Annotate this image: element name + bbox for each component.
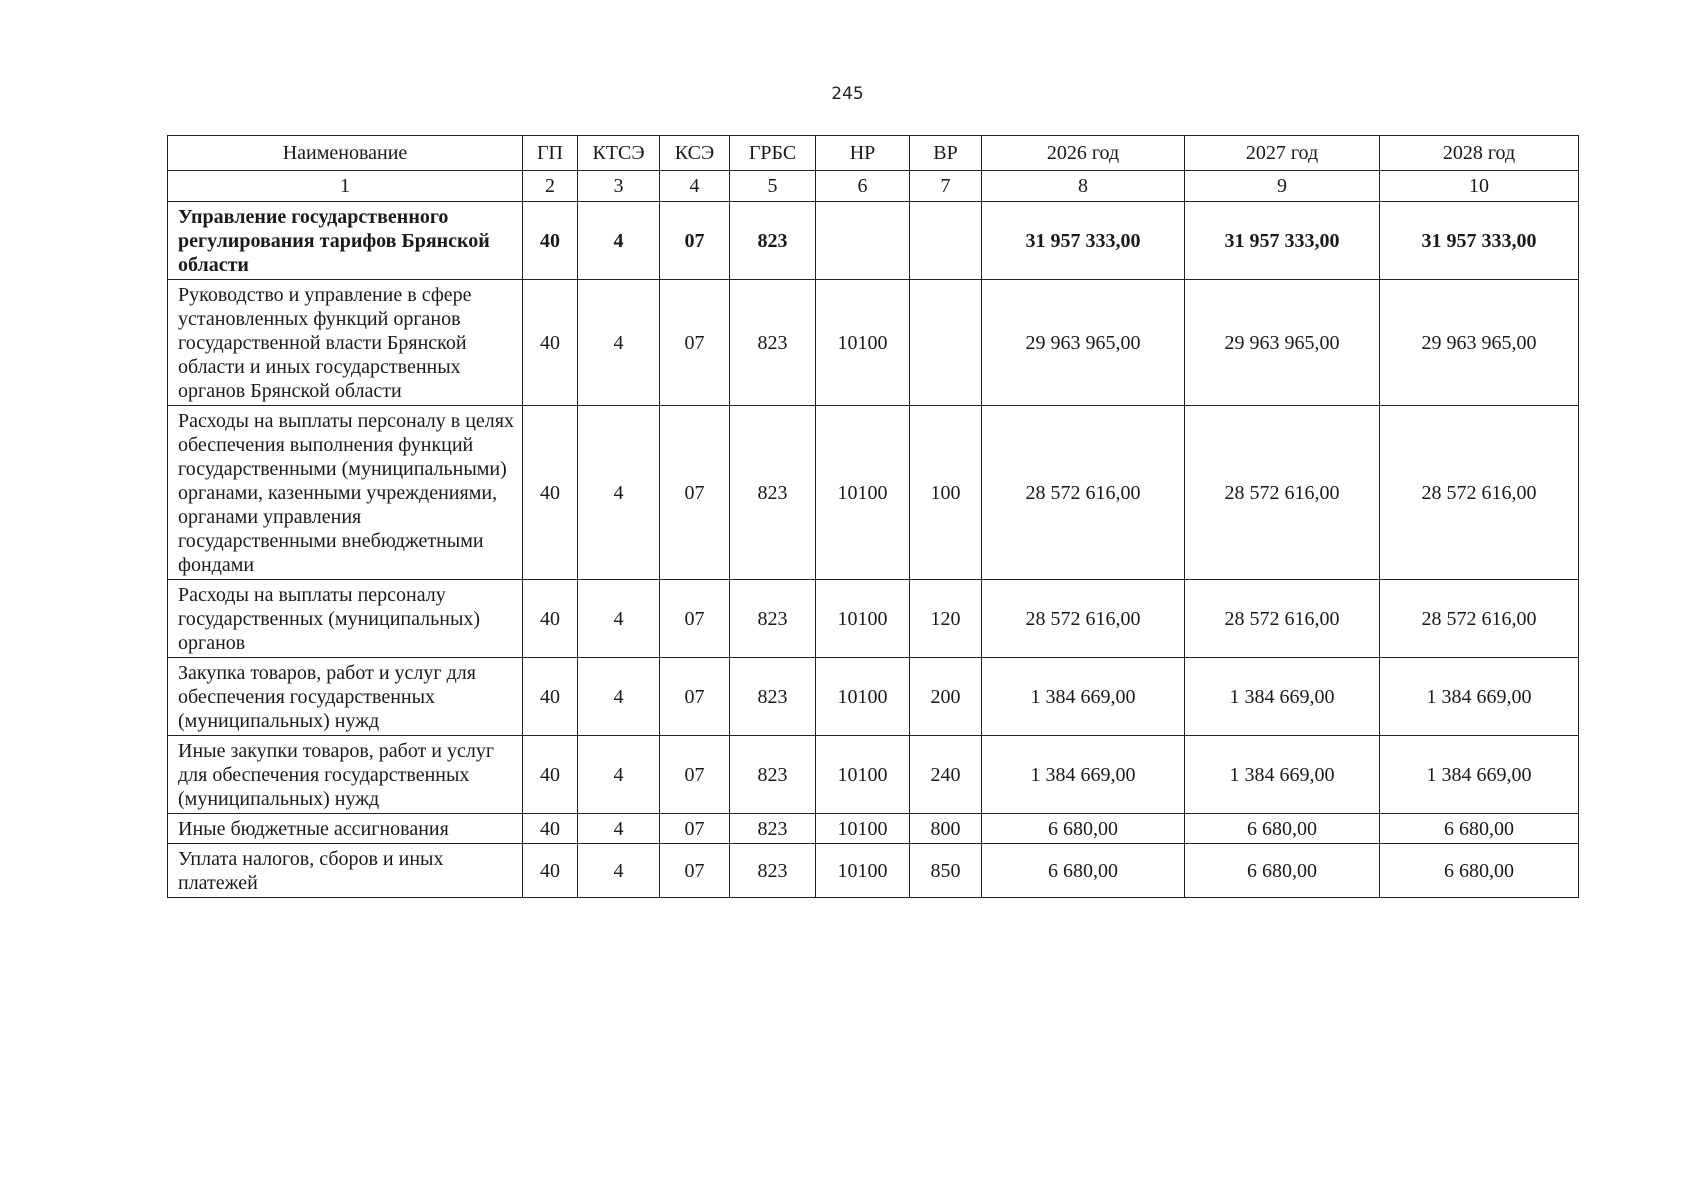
- column-number-row: [168, 171, 1579, 202]
- ktse-cell: 4: [578, 814, 660, 844]
- amount-2028-cell: 28 572 616,00: [1380, 406, 1579, 580]
- amount-2027-cell: 1 384 669,00: [1185, 736, 1380, 814]
- column-number-cell: 1: [168, 171, 523, 202]
- vr-cell: 200: [910, 658, 982, 736]
- vr-cell: [910, 280, 982, 406]
- column-number-cell: 10: [1380, 171, 1579, 202]
- vr-cell: 120: [910, 580, 982, 658]
- amount-2028-cell: 31 957 333,00: [1380, 202, 1579, 280]
- name-cell: Иные закупки товаров, работ и услуг для обеспечения государственных (муниципальных) нужд: [168, 736, 523, 814]
- nr-cell: 10100: [816, 658, 910, 736]
- amount-2028-cell: 6 680,00: [1380, 844, 1579, 898]
- amount-2028-cell: 1 384 669,00: [1380, 658, 1579, 736]
- nr-cell: 10100: [816, 280, 910, 406]
- name-cell: Руководство и управление в сфере установленных функций органов государственной власти Брянской области и иных государственных органов Брянской области: [168, 280, 523, 406]
- ktse-cell: 4: [578, 844, 660, 898]
- header-cell: Наименование: [168, 136, 523, 171]
- amount-2026-cell: 28 572 616,00: [982, 580, 1185, 658]
- column-number-cell: 2: [523, 171, 578, 202]
- amount-2028-cell: 1 384 669,00: [1380, 736, 1579, 814]
- vr-cell: 850: [910, 844, 982, 898]
- page-number: 245: [831, 84, 864, 104]
- amount-2027-cell: 28 572 616,00: [1185, 406, 1380, 580]
- header-cell: 2027 год: [1185, 136, 1380, 171]
- budget-table: [167, 135, 1579, 898]
- name-cell: Расходы на выплаты персоналу в целях обеспечения выполнения функций государственными (муниципальными) органами, казенными учреждениями, органами управления государственными внебюджетными фондами: [168, 406, 523, 580]
- kse-cell: 07: [660, 580, 730, 658]
- amount-2027-cell: 29 963 965,00: [1185, 280, 1380, 406]
- table-row: [168, 280, 1579, 406]
- grbs-cell: 823: [730, 406, 816, 580]
- table-row: [168, 406, 1579, 580]
- amount-2028-cell: 29 963 965,00: [1380, 280, 1579, 406]
- ktse-cell: 4: [578, 406, 660, 580]
- header-cell: КСЭ: [660, 136, 730, 171]
- header-cell: 2028 год: [1380, 136, 1579, 171]
- table-row: [168, 202, 1579, 280]
- grbs-cell: 823: [730, 814, 816, 844]
- ktse-cell: 4: [578, 202, 660, 280]
- gp-cell: 40: [523, 406, 578, 580]
- header-row: [168, 136, 1579, 171]
- column-number-cell: 6: [816, 171, 910, 202]
- kse-cell: 07: [660, 406, 730, 580]
- amount-2027-cell: 31 957 333,00: [1185, 202, 1380, 280]
- amount-2026-cell: 28 572 616,00: [982, 406, 1185, 580]
- name-cell: Расходы на выплаты персоналу государственных (муниципальных) органов: [168, 580, 523, 658]
- kse-cell: 07: [660, 844, 730, 898]
- amount-2027-cell: 6 680,00: [1185, 814, 1380, 844]
- table-row: [168, 658, 1579, 736]
- grbs-cell: 823: [730, 736, 816, 814]
- gp-cell: 40: [523, 202, 578, 280]
- column-number-cell: 8: [982, 171, 1185, 202]
- grbs-cell: 823: [730, 202, 816, 280]
- name-cell: Закупка товаров, работ и услуг для обеспечения государственных (муниципальных) нужд: [168, 658, 523, 736]
- name-cell: Уплата налогов, сборов и иных платежей: [168, 844, 523, 898]
- nr-cell: 10100: [816, 580, 910, 658]
- amount-2027-cell: 6 680,00: [1185, 844, 1380, 898]
- gp-cell: 40: [523, 280, 578, 406]
- ktse-cell: 4: [578, 580, 660, 658]
- header-cell: НР: [816, 136, 910, 171]
- column-number-cell: 9: [1185, 171, 1380, 202]
- amount-2028-cell: 6 680,00: [1380, 814, 1579, 844]
- nr-cell: [816, 202, 910, 280]
- table-row: [168, 814, 1579, 844]
- gp-cell: 40: [523, 844, 578, 898]
- nr-cell: 10100: [816, 406, 910, 580]
- column-number-cell: 3: [578, 171, 660, 202]
- gp-cell: 40: [523, 736, 578, 814]
- amount-2028-cell: 28 572 616,00: [1380, 580, 1579, 658]
- nr-cell: 10100: [816, 736, 910, 814]
- vr-cell: 800: [910, 814, 982, 844]
- column-number-cell: 4: [660, 171, 730, 202]
- gp-cell: 40: [523, 580, 578, 658]
- gp-cell: 40: [523, 814, 578, 844]
- nr-cell: 10100: [816, 814, 910, 844]
- grbs-cell: 823: [730, 658, 816, 736]
- ktse-cell: 4: [578, 280, 660, 406]
- nr-cell: 10100: [816, 844, 910, 898]
- kse-cell: 07: [660, 202, 730, 280]
- name-cell: Иные бюджетные ассигнования: [168, 814, 523, 844]
- amount-2027-cell: 1 384 669,00: [1185, 658, 1380, 736]
- column-number-cell: 7: [910, 171, 982, 202]
- kse-cell: 07: [660, 280, 730, 406]
- vr-cell: 100: [910, 406, 982, 580]
- header-cell: КТСЭ: [578, 136, 660, 171]
- kse-cell: 07: [660, 658, 730, 736]
- table-row: [168, 580, 1579, 658]
- table-row: [168, 844, 1579, 898]
- amount-2026-cell: 29 963 965,00: [982, 280, 1185, 406]
- kse-cell: 07: [660, 814, 730, 844]
- header-cell: 2026 год: [982, 136, 1185, 171]
- grbs-cell: 823: [730, 580, 816, 658]
- table-row: [168, 736, 1579, 814]
- column-number-cell: 5: [730, 171, 816, 202]
- vr-cell: 240: [910, 736, 982, 814]
- ktse-cell: 4: [578, 658, 660, 736]
- amount-2026-cell: 6 680,00: [982, 814, 1185, 844]
- vr-cell: [910, 202, 982, 280]
- grbs-cell: 823: [730, 280, 816, 406]
- header-cell: ГП: [523, 136, 578, 171]
- kse-cell: 07: [660, 736, 730, 814]
- amount-2026-cell: 6 680,00: [982, 844, 1185, 898]
- gp-cell: 40: [523, 658, 578, 736]
- grbs-cell: 823: [730, 844, 816, 898]
- header-cell: ГРБС: [730, 136, 816, 171]
- header-cell: ВР: [910, 136, 982, 171]
- amount-2026-cell: 31 957 333,00: [982, 202, 1185, 280]
- ktse-cell: 4: [578, 736, 660, 814]
- name-cell: Управление государственного регулирования тарифов Брянской области: [168, 202, 523, 280]
- amount-2027-cell: 28 572 616,00: [1185, 580, 1380, 658]
- amount-2026-cell: 1 384 669,00: [982, 658, 1185, 736]
- amount-2026-cell: 1 384 669,00: [982, 736, 1185, 814]
